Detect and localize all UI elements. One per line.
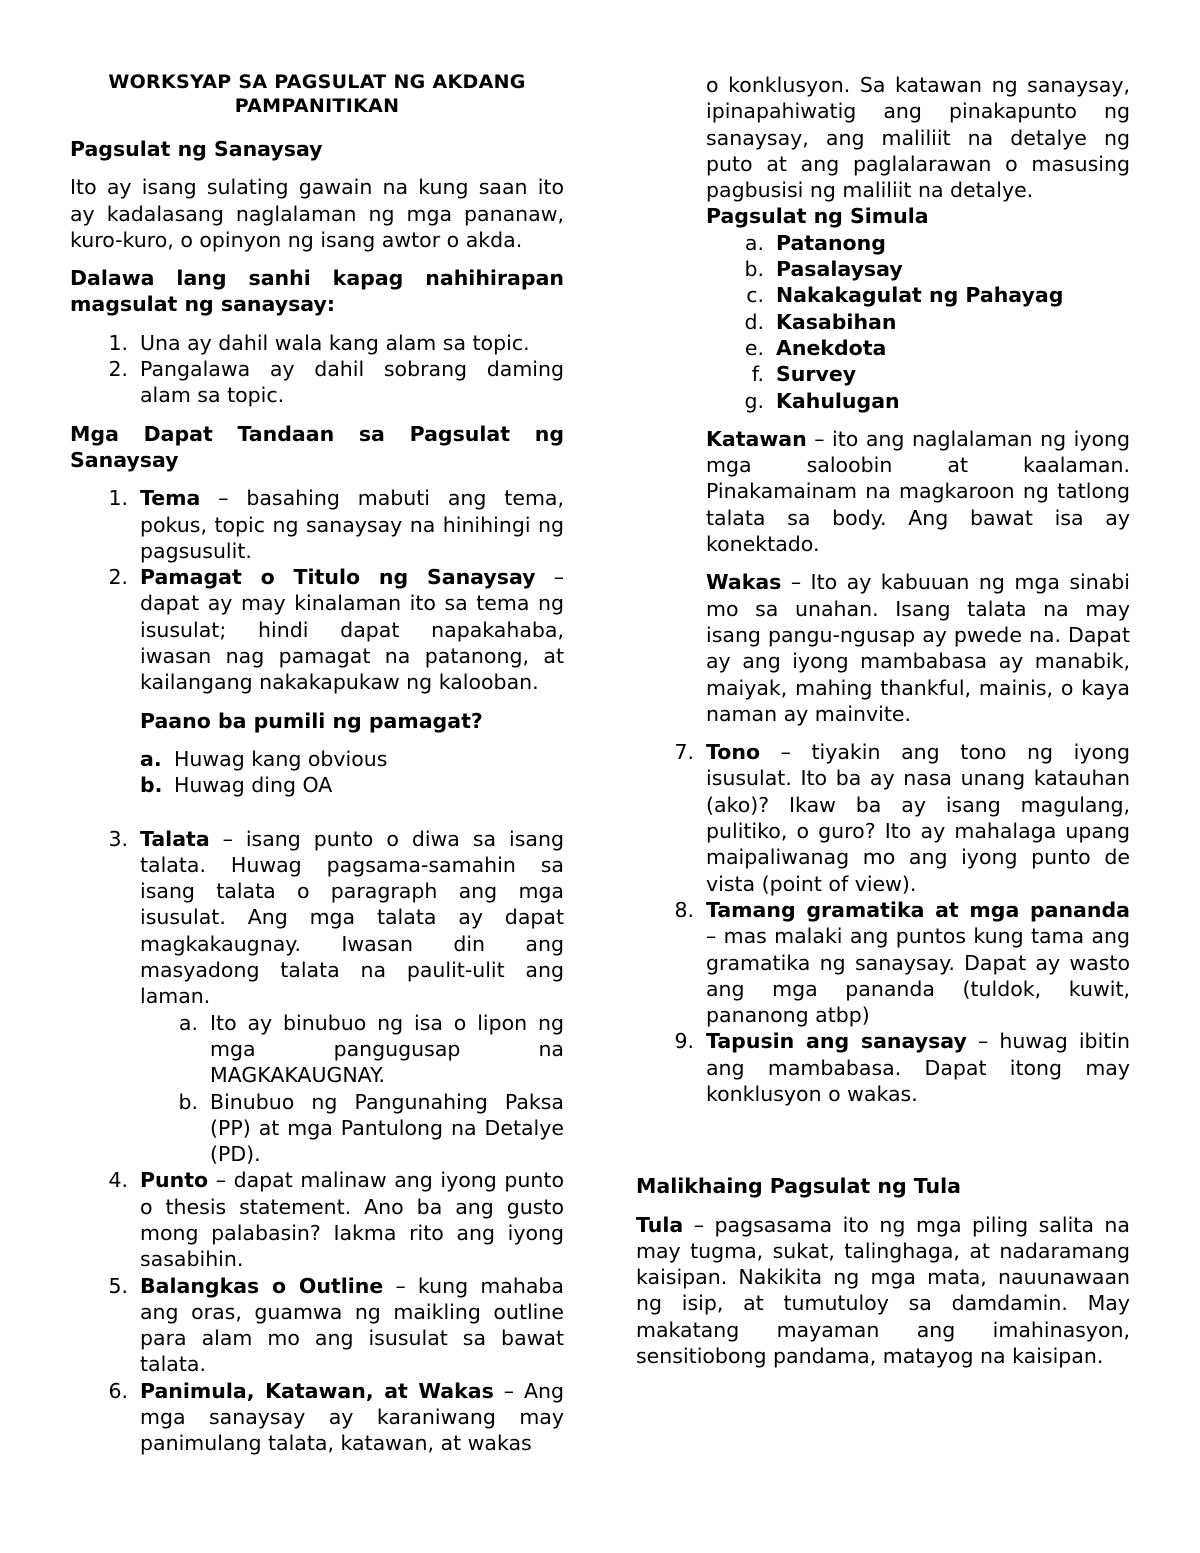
list-item — [636, 282, 1130, 308]
item-text: Survey — [776, 362, 857, 387]
tula-desc: – pagsasama ito ng mga piling salita na may tugma, sukat, talinghaga, at nadaramang kaisipan. Nakikita ng mga mata, nauunawaan ng isip, at tumutuloy sa damdamin. May makatang mayaman ang imahinasyon, sensitiobong pandama, matayog na kaisipan. — [636, 1212, 1130, 1369]
item-letter: d. — [744, 309, 764, 334]
item-desc: – dapat malinaw ang iyong punto o thesis statement. Ano ba ang gusto mong palabasin? Iakma rito ang iyong sasabihin. — [140, 1168, 564, 1272]
item-text: Pangalawa ay dahil sobrang daming alam sa topic. — [140, 357, 564, 408]
item-text: Binubuo ng Pangunahing Paksa (PP) at mga Pantulong na Detalye (PD). — [210, 1089, 564, 1167]
list-item — [70, 564, 564, 695]
item-number: 6. — [108, 1378, 128, 1403]
item-letter: a. — [140, 746, 162, 771]
tula-heading: Malikhaing Pagsulat ng Tula — [636, 1174, 961, 1199]
item-number: 1. — [108, 330, 128, 355]
item-letter: a. — [178, 1010, 198, 1035]
item-text — [140, 826, 564, 1010]
sanaysay-intro: Ito ay isang sulating gawain na kung saan ito ay kadalasang naglalaman ng mga pananaw, kuro-kuro, o opinyon ng isang awtor o akda. — [70, 175, 564, 252]
sanhi-list — [70, 330, 564, 409]
list-item — [636, 897, 1130, 1028]
pamagat-options — [70, 746, 564, 799]
list-item — [70, 356, 564, 409]
list-item — [70, 485, 564, 564]
list-item — [70, 330, 564, 356]
tandaan-list — [70, 485, 564, 695]
page-title — [70, 70, 564, 118]
item-text: Pasalaysay — [776, 257, 903, 282]
wakas-paragraph — [636, 569, 1130, 727]
item-number: 7. — [674, 740, 694, 765]
item-text — [706, 739, 1130, 897]
item-desc: – tiyakin ang tono ng iyong isusulat. Ito ba ay nasa unang katauhan (ako)? Ikaw ba ay isang magulang, pulitiko, o guro? Ito ay mahalaga upang maipaliwanag mo ang iyong punto de vista (point of view). — [706, 740, 1130, 896]
item-letter: f. — [751, 362, 764, 387]
simula-list — [636, 230, 1130, 414]
item-text: Anekdota — [776, 335, 887, 360]
tula-term: Tula — [636, 1212, 684, 1237]
wakas-desc: – Ito ay kabuuan ng mga sinabi mo sa unahan. Isang talata na may isang pangu-ngusap ay pwede na. Dapat ay ang iyong mambabasa ay manabik, maiyak, mahing thankful, mainis, o kaya naman ay mainvite. — [706, 570, 1130, 726]
item-number: 4. — [108, 1168, 128, 1193]
item-term: Panimula, Katawan, at Wakas — [140, 1378, 494, 1403]
pamagat-question: Paano ba pumili ng pamagat? — [140, 708, 483, 733]
katawan-desc: – ito ang naglalaman ng iyong mga saloobin at kaalaman. Pinakamainam na magkaroon ng tatlong talata sa body. Ang bawat isa ay konektado. — [706, 426, 1130, 557]
item-number: 8. — [674, 897, 694, 922]
item-6-continuation: o konklusyon. Sa katawan ng sanaysay, ipinapahiwatig ang pinakapunto ng sanaysay, ang maliliit na detalye ng puto at ang paglalarawan o masusing pagbusisi ng maliliit na detalye. — [706, 73, 1130, 203]
right-column — [636, 72, 1130, 1369]
item-text: Una ay dahil wala kang alam sa topic. — [140, 330, 530, 355]
item-term: Tema — [140, 486, 201, 511]
list-item — [636, 230, 1130, 256]
list-item — [70, 1010, 564, 1089]
list-item — [636, 309, 1130, 335]
list-item — [70, 1378, 564, 1457]
katawan-term: Katawan — [706, 426, 807, 451]
item-text — [140, 564, 564, 695]
item-letter: g. — [744, 388, 764, 413]
list-item — [636, 739, 1130, 897]
item-text — [140, 1273, 564, 1378]
list-item — [636, 335, 1130, 361]
item-number: 1. — [108, 486, 128, 511]
item-term: Tapusin ang sanaysay — [706, 1029, 967, 1054]
item-text — [140, 1167, 564, 1272]
list-item — [636, 388, 1130, 414]
item-letter: e. — [744, 335, 764, 360]
tandaan-list-cont — [70, 826, 564, 1457]
item-text: Huwag kang obvious — [174, 746, 388, 771]
title-line-1: WORKSYAP SA PAGSULAT NG AKDANG — [108, 71, 526, 93]
item-term: Talata — [140, 826, 210, 851]
wakas-term: Wakas — [706, 570, 782, 595]
item-term: Tamang gramatika at mga pananda — [706, 897, 1130, 922]
item-term: Pamagat o Titulo ng Sanaysay — [140, 565, 536, 590]
item-number: 5. — [108, 1273, 128, 1298]
katawan-paragraph — [636, 426, 1130, 557]
list-item — [70, 1167, 564, 1272]
item-text: Huwag ding OA — [174, 773, 333, 798]
item-desc: – basahing mabuti ang tema, pokus, topic ng sanaysay na hinihingi ng pagsusulit. — [140, 486, 564, 563]
list-item — [70, 1273, 564, 1378]
item-term: Tono — [706, 740, 761, 765]
item-desc: – huwag ibitin ang mambabasa. Dapat itong may konklusyon o wakas. — [706, 1029, 1130, 1106]
list-item — [140, 746, 564, 772]
item-text: Kasabihan — [776, 309, 897, 334]
item-number: 2. — [108, 357, 128, 382]
item-letter: b. — [178, 1089, 198, 1114]
item-desc: – mas malaki ang puntos kung tama ang gramatika ng sanaysay. Dapat ay wasto ang mga pananda (tuldok, kuwit, pananong atbp) — [706, 924, 1130, 1028]
section-heading-sanaysay: Pagsulat ng Sanaysay — [70, 137, 323, 161]
item-desc: – dapat ay may kinalaman ito sa tema ng isusulat; hindi dapat napakahaba, iwasan nag pamagat na patanong, at kailangang nakakapukaw ng kalooban. — [140, 565, 564, 695]
tandaan-list-right — [636, 739, 1130, 1107]
item-number: 3. — [108, 826, 128, 851]
item-text: Kahulugan — [776, 388, 900, 413]
tula-paragraph — [636, 1212, 1130, 1370]
item-text — [706, 1028, 1130, 1107]
list-item — [636, 361, 1130, 387]
item-text — [706, 897, 1130, 1028]
list-item — [70, 826, 564, 1010]
item-number: 9. — [674, 1029, 694, 1054]
item-letter: a. — [744, 230, 764, 255]
list-item — [636, 256, 1130, 282]
item-letter: b. — [140, 773, 163, 798]
left-column — [70, 70, 564, 1457]
list-item — [636, 1028, 1130, 1107]
item-number: 2. — [108, 565, 128, 590]
item-text: Patanong — [776, 230, 886, 255]
list-item — [70, 1089, 564, 1168]
item-desc: – kung mahaba ang oras, guamwa ng maikling outline para alam mo ang isusulat sa bawat talata. — [140, 1273, 564, 1377]
item-term: Punto — [140, 1168, 209, 1193]
item-letter: b. — [744, 257, 764, 282]
list-item — [140, 772, 564, 798]
sanhi-heading: Dalawa lang sanhi kapag nahihirapan magsulat ng sanaysay: — [70, 266, 564, 317]
item-letter: c. — [746, 283, 764, 308]
simula-heading: Pagsulat ng Simula — [706, 204, 929, 229]
item-desc: – Ang mga sanaysay ay karaniwang may panimulang talata, katawan, at wakas — [140, 1378, 564, 1456]
item-text: Ito ay binubuo ng isa o lipon ng mga pangugusap na MAGKAKAUGNAY. — [210, 1010, 564, 1088]
item-text — [140, 485, 564, 564]
item-text: Nakakagulat ng Pahayag — [776, 283, 1064, 308]
item-term: Balangkas o Outline — [140, 1273, 384, 1298]
item-desc: – isang punto o diwa sa isang talata. Huwag pagsama-samahin sa isang talata o paragraph ang mga isusulat. Ang mga talata ay dapat magkakaugnay. Iwasan din ang masyadong talata na paulit-ulit ang laman. — [140, 826, 564, 1009]
item-text — [140, 1378, 564, 1457]
title-line-2: PAMPANITIKAN — [234, 95, 400, 117]
tandaan-heading: Mga Dapat Tandaan sa Pagsulat ng Sanaysay — [70, 421, 564, 472]
